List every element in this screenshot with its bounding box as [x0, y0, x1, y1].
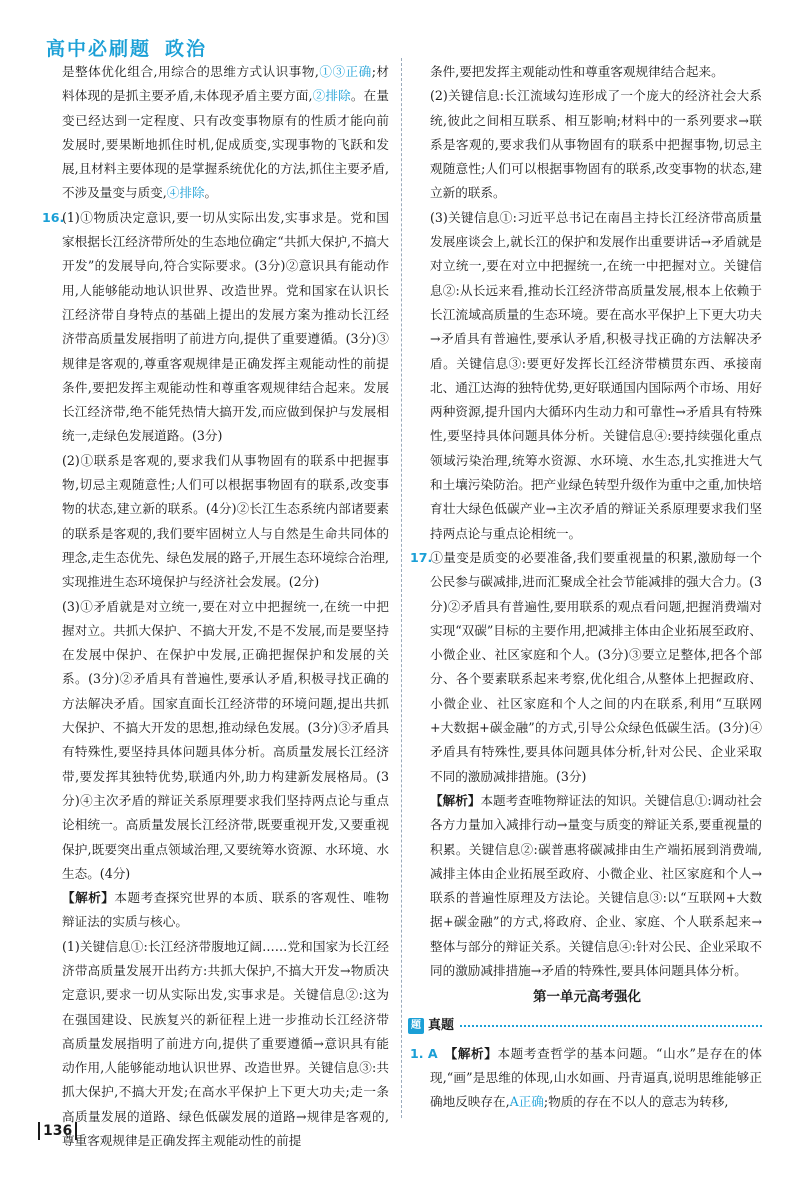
analysis-tag: 【解析】: [444, 1045, 498, 1061]
q16-answer-2: (2)①联系是客观的,要求我们从事物固有的联系中把握事物,切忌主观随意性;人们可以根据事物固有的联系,改变事物的状态,建立新的联系。(4分)②长江生态系统内部诸要素的联系是客观的,我们要牢固树立人与自然是生命共同体的理念,走生态优先、绿色发展的路子,开展生态环境综合治理,实现推进生态环境保护与经济社会发展。(2分): [62, 452, 389, 590]
q16-answer-1: 16.(1)①物质决定意识,要一切从实际出发,实事求是。党和国家根据长江经济带所处的生态地位确定“共抓大保护,不搞大开发”的发展导向,符合实际要求。(3分)②意识具有能动作用,人能够能动地认识世界、改造世界。党和国家在认识长江经济带自身特点的基础上提出的发展方案为推动长江经济带高质量发展指明了前进方向,提供了重要遵循。(3分)③规律是客观的,尊重客观规律是正确发挥主观能动性的前提条件,要把发挥主观能动性和尊重客观规律结合起来。发展长江经济带,绝不能凭热情大搞开发,而应做到保护与发展相统一,走绿色发展道路。(3分): [44, 206, 389, 449]
question-number: 1. A: [410, 1045, 438, 1061]
answer-highlight: ④排除: [166, 185, 205, 201]
book-title: 高中必刷题: [46, 38, 152, 60]
answer-highlight: ①③正确: [318, 64, 372, 79]
left-column: [44, 60, 389, 1153]
subject-title: 政治: [165, 38, 208, 60]
answer-highlight: A正确: [509, 1094, 544, 1110]
zhenti-label: 真题: [428, 1017, 455, 1033]
analysis-cont: 条件,要把发挥主观能动性和尊重客观规律结合起来。: [430, 64, 724, 79]
zhenti-header: [408, 1014, 762, 1038]
question-number: 16.: [42, 209, 65, 225]
q1-answer: 1. A 【解析】本题考查哲学的基本问题。“山水”是存在的体现,“画”是思维的体现,山水如画、丹青逼真,说明思维能够正确地反映存在,A正确;物质的存在不以人的意志为转移,: [412, 1042, 762, 1115]
q17-analysis: 【解析】本题考查唯物辩证法的知识。关键信息①:调动社会各方力量加入减排行动→量变与质变的辩证关系,要重视量的积累。关键信息②:碳普惠将碳减排由生产端拓展到消费端,减排主体由企业拓展至政府、小微企业、社区家庭和个人→联系的普遍性原理及方法论。关键信息③:以“互联网+大数据+碳金融”的方式,将政府、企业、家庭、个人联系起来→整体与部分的辩证关系。关键信息④:针对公民、企业采取不同的激励减排措施→矛盾的特殊性,要具体问题具体分析。: [430, 792, 763, 978]
zhenti-icon: 题: [408, 1018, 424, 1034]
q16-analysis-1: (1)关键信息①:长江经济带腹地辽阔……党和国家为长江经济带高质量发展开出药方:共抓大保护,不搞大开发→物质决定意识,要求一切从实际出发,实事求是。关键信息②:这为在强国建设、民族复兴的新征程上进一步推动长江经济带高质量发展指明了前进方向,提供了重要遵循→意识具有能动作用,人能够能动地认识世界、改造世界。关键信息③:共抓大保护,不搞大开发;在高水平保护上下更大功夫;走一条高质量发展的道路、绿色低碳发展的道路→规律是客观的,尊重客观规律是正确发挥主观能动性的前提: [62, 938, 389, 1149]
analysis-tag: 【解析】: [62, 890, 115, 906]
analysis-2: (2)关键信息:长江流域勾连形成了一个庞大的经济社会大系统,彼此之间相互联系、相互影响;材料中的一系列要求→联系是客观的,要求我们从事物固有的联系中把握事物,切忌主观随意性;人们可以根据事物固有的联系,改变事物的状态,建立新的联系。: [430, 88, 762, 201]
answer-highlight: ②排除: [312, 88, 351, 104]
q15-tail: 是整体优化组合,用综合的思维方式认识事物,①③正确;材料体现的是抓主要矛盾,未体现矛盾主要方面,②排除。在量变已经达到一定程度、只有改变事物原有的性质才能向前发展时,要果断地抓住时机,促成质变,实现事物的飞跃和发展,且材料主要体现的是掌握系统优化的方法,抓住主要矛盾,不涉及量变与质变,④排除。: [62, 64, 390, 201]
page-number: 136: [38, 1122, 77, 1140]
header-title: [46, 34, 221, 61]
analysis-3: (3)关键信息①:习近平总书记在南昌主持长江经济带高质量发展座谈会上,就长江的保护和发展作出重要讲话→矛盾就是对立统一,要在对立中把握统一,在统一中把握对立。关键信息②:从长远来看,推动长江经济带高质量发展,根本上依赖于长江流域高质量的生态环境。要在高水平保护上下更大功夫→矛盾具有普遍性,要承认矛盾,积极寻找正确的方法解决矛盾。关键信息③:要更好发挥长江经济带横贯东西、承接南北、通江达海的独特优势,更好联通国内国际两个市场、用好两种资源,提升国内大循环内生动力和可靠性→矛盾具有特殊性,要坚持具体问题具体分析。关键信息④:要持续强化重点领域污染治理,统筹水资源、水环境、水生态,扎实推进大气和土壤污染防治。把产业绿色转型升级作为重中之重,加快培育壮大绿色低碳产业→主次矛盾的辩证关系原理要求我们坚持两点论与重点论相统一。: [430, 209, 762, 541]
q16-analysis: 【解析】本题考查探究世界的本质、联系的客观性、唯物辩证法的实质与核心。: [62, 890, 390, 930]
analysis-tag: 【解析】: [430, 792, 481, 808]
column-divider: [401, 58, 402, 1118]
dotted-rule: [460, 1025, 762, 1027]
right-column: [412, 60, 762, 1115]
q17-answer: 17.①量变是质变的必要准备,我们要重视量的积累,激励每一个公民参与碳减排,进而汇聚成全社会节能减排的强大合力。(3分)②矛盾具有普遍性,要用联系的观点看问题,把握消费端对实现“双碳”目标的主要作用,把减排主体由企业拓展至政府、小微企业、社区家庭和个人。(3分)③要立足整体,把各个部分、各个要素联系起来考察,优化组合,从整体上把握政府、小微企业、社区家庭和个人之间的内在联系,利用“互联网+大数据+碳金融”的方式,引导公众绿色低碳生活。(3分)④矛盾具有特殊性,要具体问题具体分析,针对公民、企业采取不同的激励减排措施。(3分): [412, 546, 762, 789]
section-title: 第一单元高考强化: [533, 989, 641, 1006]
question-number: 17.: [410, 549, 433, 565]
q16-answer-3: (3)①矛盾就是对立统一,要在对立中把握统一,在统一中把握对立。共抓大保护、不搞大开发,不是不发展,而是要坚持在发展中保护、在保护中发展,正确把握保护和发展的关系。(3分)②矛盾具有普遍性,要承认矛盾,积极寻找正确的方法解决矛盾。国家直面长江经济带的环境问题,提出共抓大保护、不搞大开发的思想,推动绿色发展。(3分)③矛盾具有特殊性,要坚持具体问题具体分析。高质量发展长江经济带,要发挥其独特优势,联通内外,助力构建新发展格局。(3分)④主次矛盾的辩证关系原理要求我们坚持两点论与重点论相统一。高质量发展长江经济带,既要重视开发,又要重视保护,既要突出重点领域治理,又要统筹水资源、水环境、水生态。(4分): [62, 598, 389, 881]
